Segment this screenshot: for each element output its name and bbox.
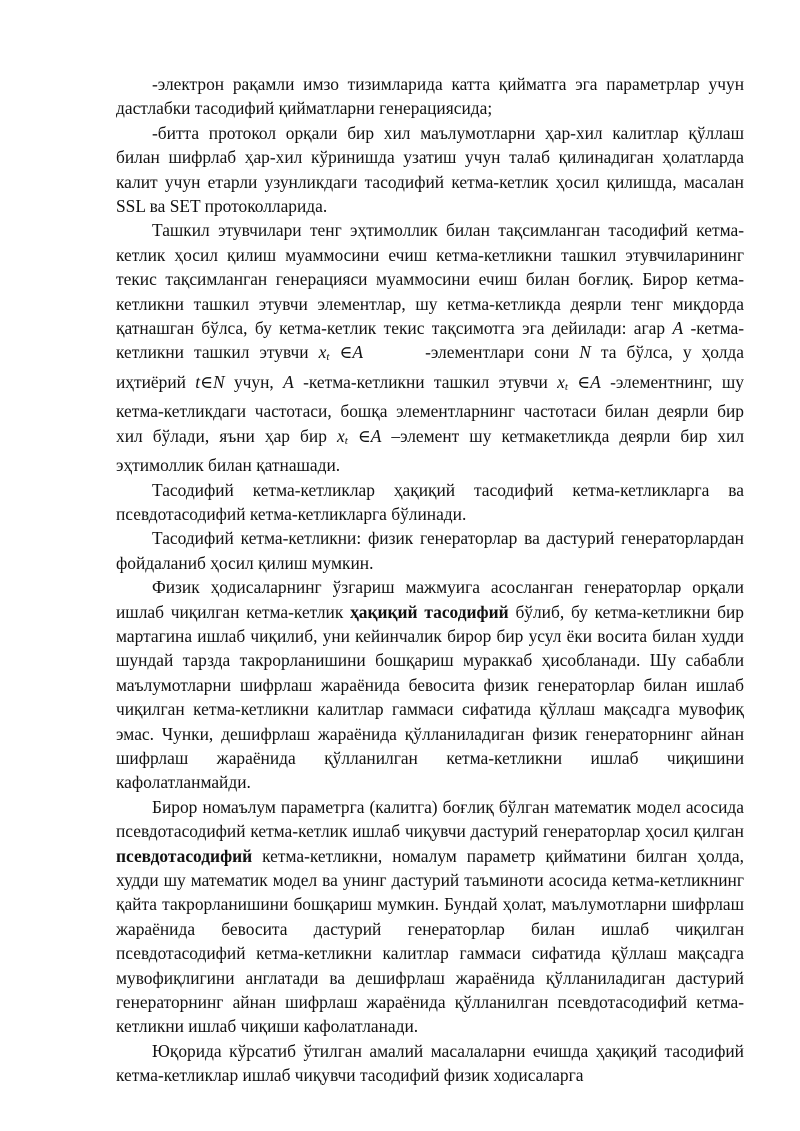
paragraph-protocol-keys: -битта протокол орқали бир хил маълумотларни ҳар-хил калитлар қўллаш билан шифрлаб ҳар-хил кўринишда узатиш учун талаб қилинадиган ҳолатларда калит учун етарли узунликдаги тасодифий кетма-кетлик ҳосил қилишда, масалан SSL ва SET протоколларида.: [116, 122, 744, 217]
subscript-t: t: [344, 434, 348, 447]
element-of-symbol: ∈: [567, 371, 591, 392]
text-run: кетма-кетликни, номалум параметр қийматини билган ҳолда, худди шу математик модел ва унинг дастурий таъминоти асосида кетма-кетликнинг қайта такрорланишини бошқариш мумкин. Бундай ҳолат, маълумотларни шифрлаш жараёнида бевосита дастурий генераторлар билан ишлаб чиқилган псевдотасодифий кетма-кетликни калитлар гаммаси сифатида қўллаш мақсадга мувофиқлигини англатади ва дешифрлаш жараёнида қўлланиладиган дастурий генераторнинг айнан шифрлаш жараёнида қўлланилган псевдотасодифий кетма-кетликни ишлаб чиқиши кафолатланади.: [116, 845, 744, 1037]
text-run: Физик ҳодисаларнинг ўзгариш мажмуига асосланган генераторлар орқали ишлаб чиқилган кетма-кетлик: [116, 577, 744, 622]
text-run: -элементнинг, шу кетма-кетликдаги частотаси, бошқа элементларнинг частотаси билан деярли бир хил бўлади, яъни ҳар бир: [116, 371, 744, 446]
text-run: -кетма-кетликни ташкил этувчи: [116, 318, 744, 363]
element-of-symbol: ∈: [347, 425, 371, 446]
text-run: та бўлса, у ҳолда иҳтиёрий: [116, 342, 744, 392]
symbol-A: A: [352, 342, 364, 363]
element-of-symbol: ∈: [329, 342, 353, 363]
symbol-x: x: [557, 371, 565, 392]
paragraph-sequence-types: Тасодифий кетма-кетликлар ҳақиқий тасодифий кетма-кетликларга ва псевдотасодифий кетма-кетликларга бўлинади.: [116, 479, 744, 524]
text-run: учун,: [224, 371, 284, 392]
symbol-A: A: [370, 425, 382, 446]
paragraph-pseudorandom-generators: [116, 795, 744, 1039]
subscript-t: t: [564, 380, 568, 393]
symbol-x: x: [318, 342, 327, 363]
symbol-A: A: [672, 318, 684, 339]
paragraph-physical-generators: [116, 575, 744, 795]
bold-term-pseudorandom: псевдотасодифий: [116, 845, 253, 866]
symbol-t-in-N: t∈N: [195, 371, 225, 392]
text-run: Бирор номаълум параметрга (калитга) боғлиқ бўлган математик модел асосида псевдотасодифий кетма-кетлик ишлаб чиқувчи дастурий генераторлар ҳосил қилган: [116, 796, 744, 842]
text-run: –элемент шу кетмакетликда деярли бир хил эҳтимоллик билан қатнашади.: [116, 425, 744, 476]
symbol-x: x: [336, 425, 345, 446]
symbol-N: N: [579, 342, 591, 363]
paragraph-uniform-distribution: [116, 218, 744, 477]
text-run: бўлиб, бу кетма-кетликни бир мартагина ишлаб чиқилиб, уни кейинчалик бирор бир усул ёки восита билан худди шундай тарзда такрорланишини бошқариш мураккаб ҳисобланади. Шу сабабли маълумотларни шифрлаш жараёнида бевосита физик генераторлар билан ишлаб чиқилган кетма-кетликни калитлар гаммаси сифатида қўллаш мақсадга мувофиқ эмас. Чунки, дешифрлаш жараёнида қўлланиладиган физик генераторнинг айнан шифрлаш жараёнида қўлланилган кетма-кетликни ишлаб чиқишини кафолатланмайди.: [116, 601, 745, 793]
subscript-t: t: [326, 351, 330, 364]
paragraph-generators: Тасодифий кетма-кетликни: физик генераторлар ва дастурий генераторлардан фойдаланиб ҳосил қилиш мумкин.: [116, 528, 744, 573]
symbol-A: A: [590, 371, 601, 392]
paragraph-digital-signature: -электрон рақамли имзо тизимларида катта қийматга эга параметрлар учун дастлабки тасодифий қийматларни генерациясида;: [116, 74, 744, 119]
text-run: Ташкил этувчилари тенг эҳтимоллик билан тақсимланган тасодифий кетма-кетлик ҳосил қилиш муаммосини ечиш кетма-кетликни ташкил этувчиларининг текис тақсимланган генерацияси муаммосини ечиш билан боғлиқ. Бирор кетма-кетликни ташкил этувчи элементлар, шу кетма-кетликда деярли тенг миқдорда қатнашган бўлса, бу кетма-кетлик текис тақсимотга эга дейилади: агар: [116, 220, 744, 339]
text-run: -элементлари сони: [415, 342, 580, 363]
text-run: -кетма-кетликни ташкил этувчи: [293, 371, 558, 392]
bold-term-true-random: ҳақиқий тасодифий: [350, 601, 509, 622]
symbol-A: A: [283, 371, 294, 392]
paragraph-applied-problems: Юқорида кўрсатиб ўтилган амалий масалаларни ечишда ҳақиқий тасодифий кетма-кетликлар ишлаб чиқувчи тасодифий физик ходисаларга: [116, 1040, 744, 1086]
